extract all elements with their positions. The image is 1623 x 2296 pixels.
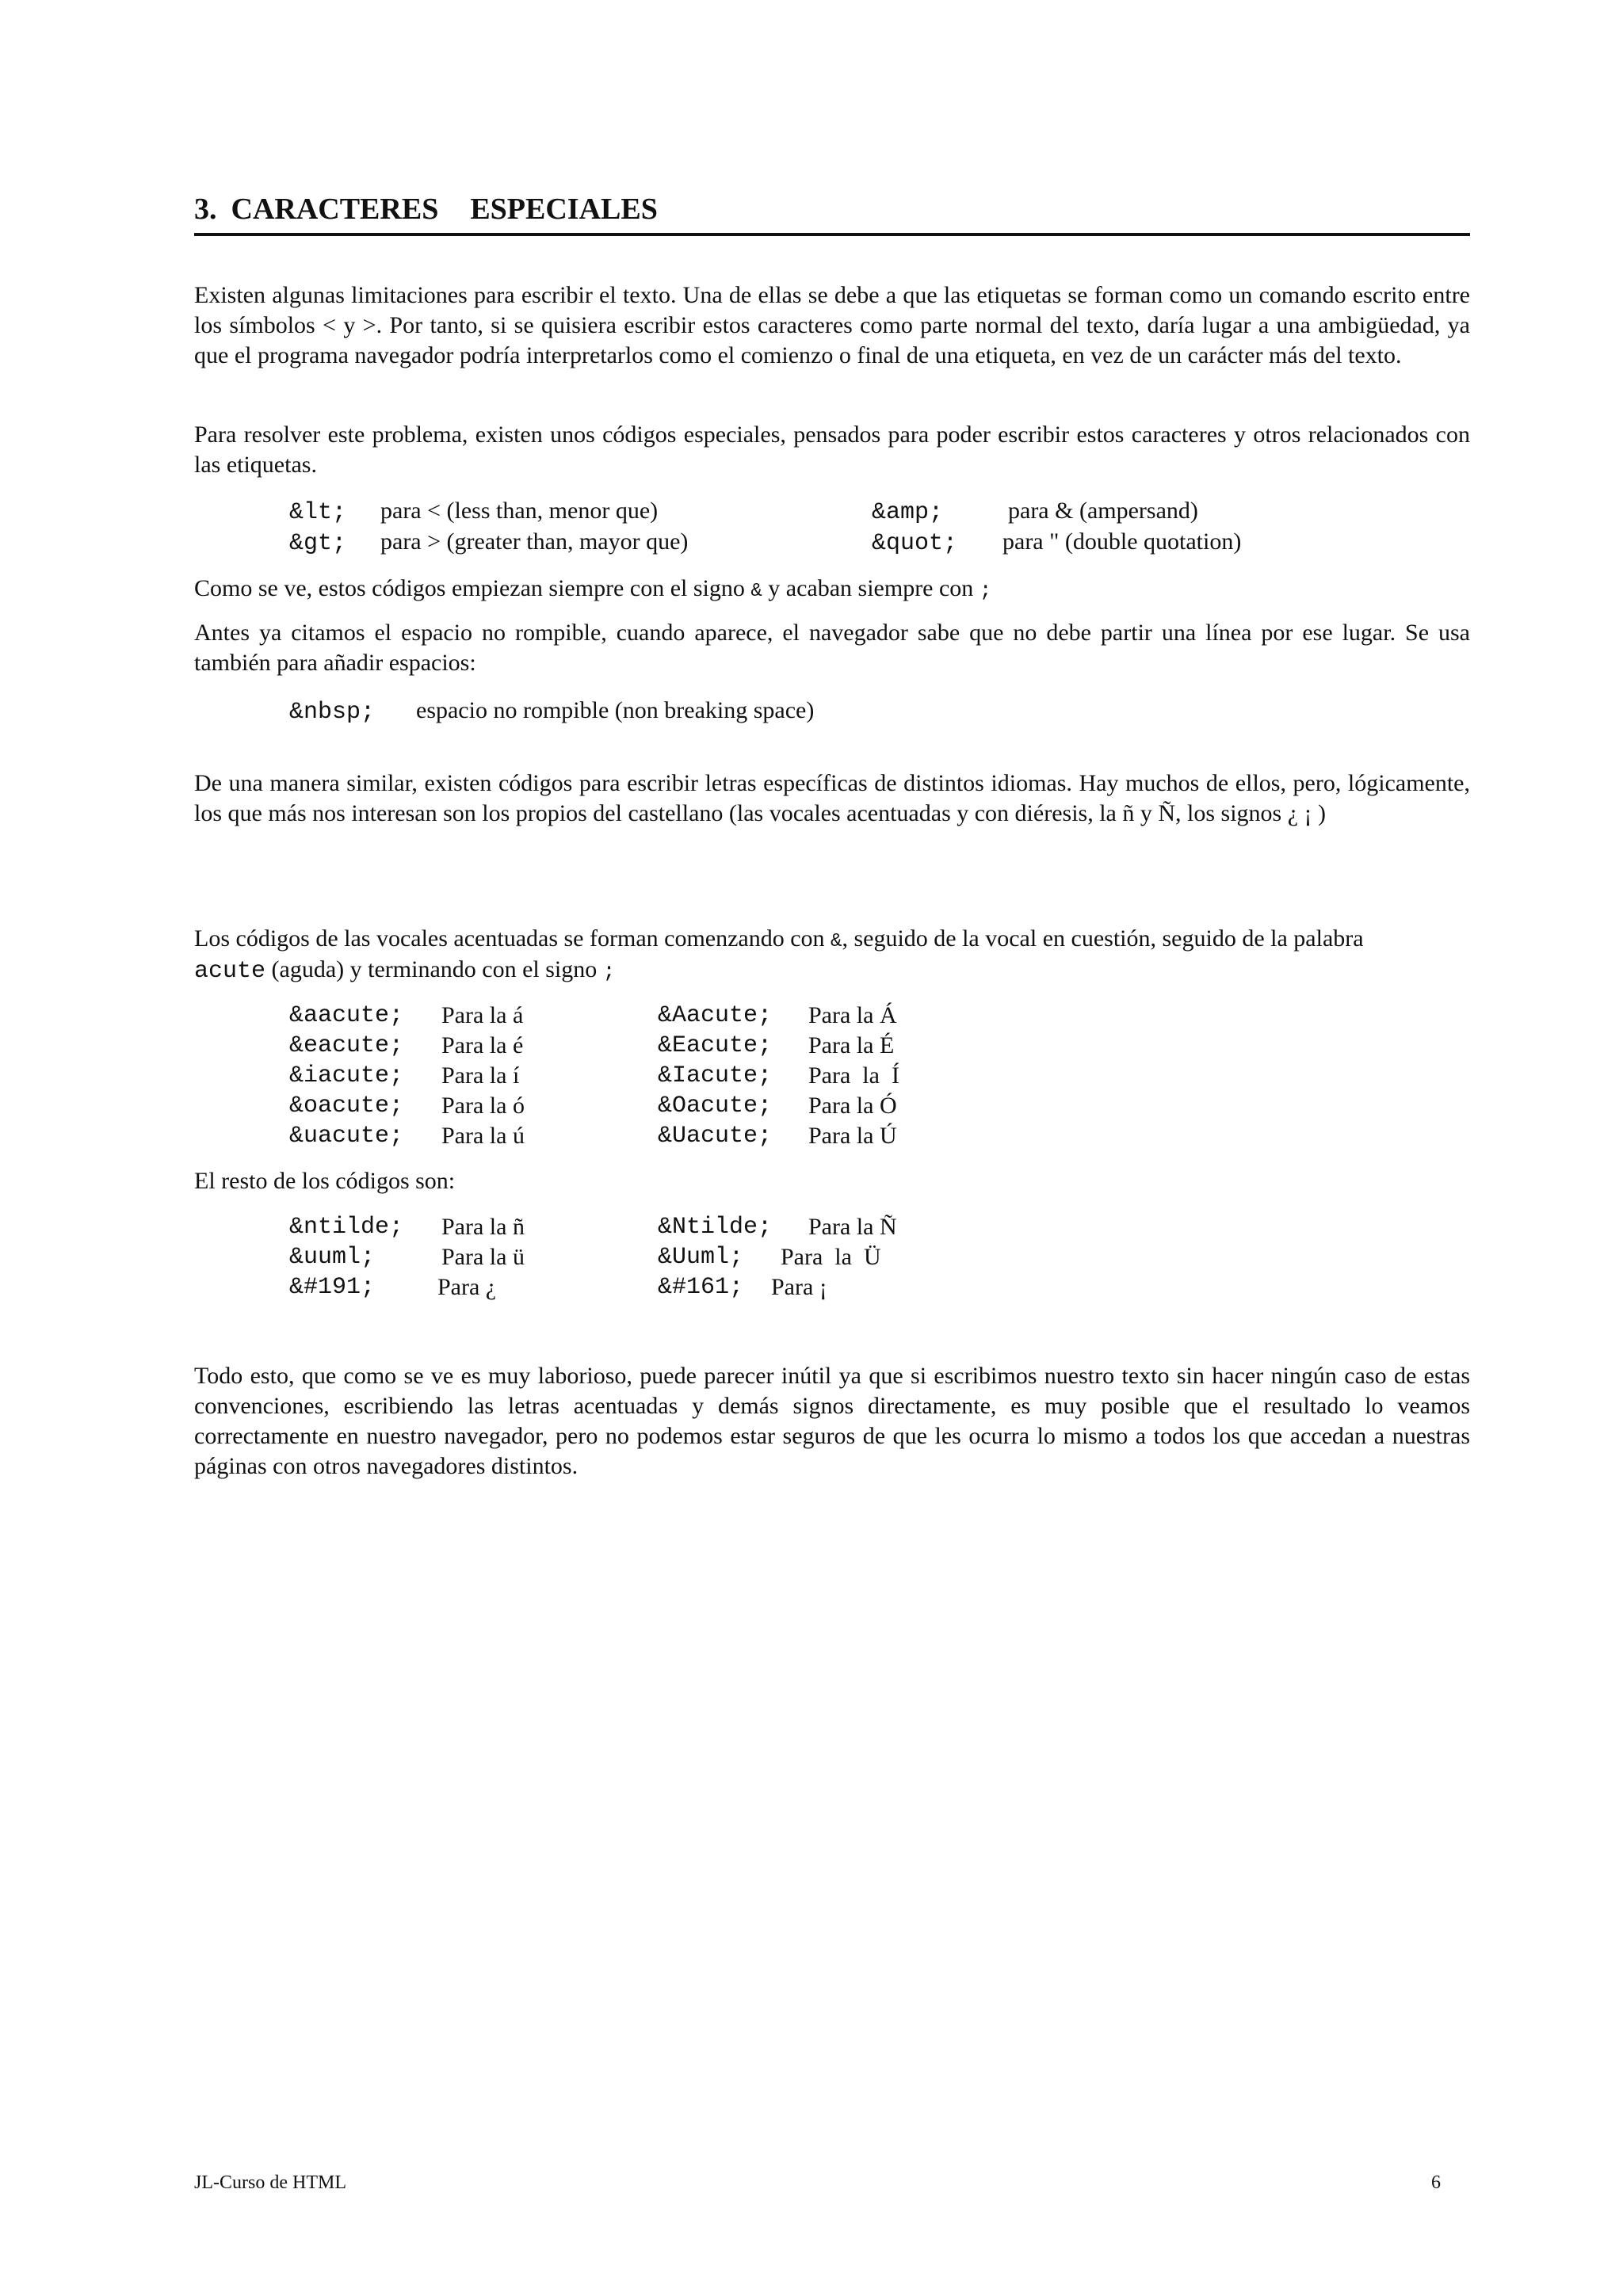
code-row-quot bbox=[872, 527, 957, 559]
p3-semi: ; bbox=[979, 578, 992, 602]
other-code: &#191; bbox=[289, 1274, 376, 1301]
p6-semi: ; bbox=[602, 959, 616, 983]
p3-mid: y acaban siempre con bbox=[768, 575, 974, 601]
vowel-desc-upper: Para la É bbox=[808, 1032, 895, 1058]
section-number: 3. bbox=[194, 193, 217, 226]
other-desc: Para la ü bbox=[441, 1244, 525, 1270]
desc-quot: para " (double quotation) bbox=[1002, 528, 1242, 555]
desc-nbsp: espacio no rompible (non breaking space) bbox=[416, 697, 815, 723]
code-gt: &gt; bbox=[289, 530, 347, 557]
paragraph-nbsp-intro: Antes ya citamos el espacio no rompible, cuando aparece, el navegador sabe que no debe partir una línea por ese lugar. Se usa también para añadir espacios: bbox=[194, 620, 1470, 676]
p6-line1b: , seguido de la vocal en cuestión, seguido de la palabra bbox=[842, 925, 1364, 952]
other-code: &ntilde; bbox=[289, 1214, 404, 1241]
paragraph-languages: De una manera similar, existen códigos para escribir letras específicas de distintos idiomas. Hay muchos de ellos, pero, lógicamente, los que más nos interesan son los propios del castellano (las vocales acentuadas y con diéresis, la ñ y Ñ, los signos ¿ ¡ ) bbox=[194, 770, 1470, 826]
vowel-desc: Para la í bbox=[441, 1062, 520, 1089]
section-heading bbox=[194, 190, 1470, 236]
paragraph-conclusion: Todo esto, que como se ve es muy laborioso, puede parecer inútil ya que si escribimos nuestro texto sin hacer ningún caso de estas convenciones, escribiendo las letras acentuadas y demás signos directamente, es muy posible que el resultado lo veamos correctamente en nuestro navegador, pero no podemos estar seguros de que les ocurra lo mismo a todos los que accedan a nuestras páginas con otros navegadores distintos. bbox=[194, 1363, 1470, 1479]
vowel-desc-upper: Para la Á bbox=[808, 1002, 897, 1028]
p6-amp: & bbox=[831, 931, 842, 952]
section-title-word2: ESPECIALES bbox=[470, 193, 658, 226]
p6-line1a: Los códigos de las vocales acentuadas se forman comenzando con bbox=[194, 925, 825, 952]
vowel-code-upper: &Eacute; bbox=[658, 1032, 773, 1059]
code-nbsp: &nbsp; bbox=[289, 699, 376, 726]
p3-text: Como se ve, estos códigos empiezan siempre con el signo bbox=[194, 575, 745, 601]
rest-label: El resto de los códigos son: bbox=[194, 1168, 456, 1194]
p6-acute: acute bbox=[194, 958, 266, 985]
code-amp: &amp; bbox=[872, 499, 944, 526]
other-desc-upper: Para ¡ bbox=[771, 1274, 827, 1300]
footer-title: JL-Curso de HTML bbox=[194, 2172, 346, 2193]
vowel-code: &iacute; bbox=[289, 1062, 404, 1089]
vowel-code-upper: &Uacute; bbox=[658, 1123, 773, 1150]
paragraph-acute-line1 bbox=[194, 924, 1364, 957]
other-desc: Para la ñ bbox=[441, 1214, 525, 1240]
p3-amp: & bbox=[750, 581, 762, 602]
paragraph-acute-line2 bbox=[194, 955, 615, 986]
section-title-word1: CARACTERES bbox=[231, 193, 439, 226]
page-number: 6 bbox=[1431, 2172, 1441, 2193]
p6-line2: (aguda) y terminando con el signo bbox=[271, 956, 598, 982]
vowel-desc: Para la é bbox=[441, 1032, 524, 1058]
code-quot: &quot; bbox=[872, 530, 958, 557]
code-row-nbsp bbox=[289, 696, 375, 727]
vowel-code: &uacute; bbox=[289, 1123, 404, 1150]
code-row-gt bbox=[289, 527, 346, 559]
vowel-code: &eacute; bbox=[289, 1032, 404, 1059]
other-code-upper: &#161; bbox=[658, 1274, 744, 1301]
vowel-desc-upper: Para la Í bbox=[808, 1062, 899, 1089]
other-code-upper: &Uuml; bbox=[658, 1244, 744, 1271]
vowel-code-upper: &Iacute; bbox=[658, 1062, 773, 1089]
other-code: &uuml; bbox=[289, 1244, 376, 1271]
other-desc-upper: Para la Ñ bbox=[808, 1214, 897, 1240]
other-code-upper: &Ntilde; bbox=[658, 1214, 773, 1241]
paragraph-solution: Para resolver este problema, existen unos códigos especiales, pensados para poder escribir estos caracteres y otros relacionados con las etiquetas. bbox=[194, 421, 1470, 478]
vowel-desc: Para la ú bbox=[441, 1123, 525, 1149]
other-desc-upper: Para la Ü bbox=[781, 1244, 881, 1270]
code-row-amp bbox=[872, 496, 943, 528]
paragraph-codes-start-end bbox=[194, 574, 991, 607]
vowel-code-upper: &Aacute; bbox=[658, 1002, 773, 1029]
vowel-desc-upper: Para la Ó bbox=[808, 1093, 897, 1119]
desc-lt: para < (less than, menor que) bbox=[380, 498, 659, 524]
code-row-lt bbox=[289, 496, 346, 528]
vowel-desc: Para la á bbox=[441, 1002, 524, 1028]
vowel-code: &oacute; bbox=[289, 1093, 404, 1119]
other-desc: Para ¿ bbox=[437, 1274, 497, 1300]
vowel-desc: Para la ó bbox=[441, 1093, 525, 1119]
code-lt: &lt; bbox=[289, 499, 347, 526]
desc-gt: para > (greater than, mayor que) bbox=[380, 528, 689, 555]
vowel-code: &aacute; bbox=[289, 1002, 404, 1029]
paragraph-intro: Existen algunas limitaciones para escribir el texto. Una de ellas se debe a que las etiquetas se forman como un comando escrito entre los símbolos < y >. Por tanto, si se quisiera escribir estos caracteres como parte normal del texto, daría lugar a una ambigüedad, ya que el programa navegador podría interpretarlos como el comienzo o final de una etiqueta, en vez de un carácter más del texto. bbox=[194, 282, 1470, 368]
vowel-desc-upper: Para la Ú bbox=[808, 1123, 897, 1149]
desc-amp: para & (ampersand) bbox=[1008, 498, 1198, 524]
vowel-code-upper: &Oacute; bbox=[658, 1093, 773, 1119]
